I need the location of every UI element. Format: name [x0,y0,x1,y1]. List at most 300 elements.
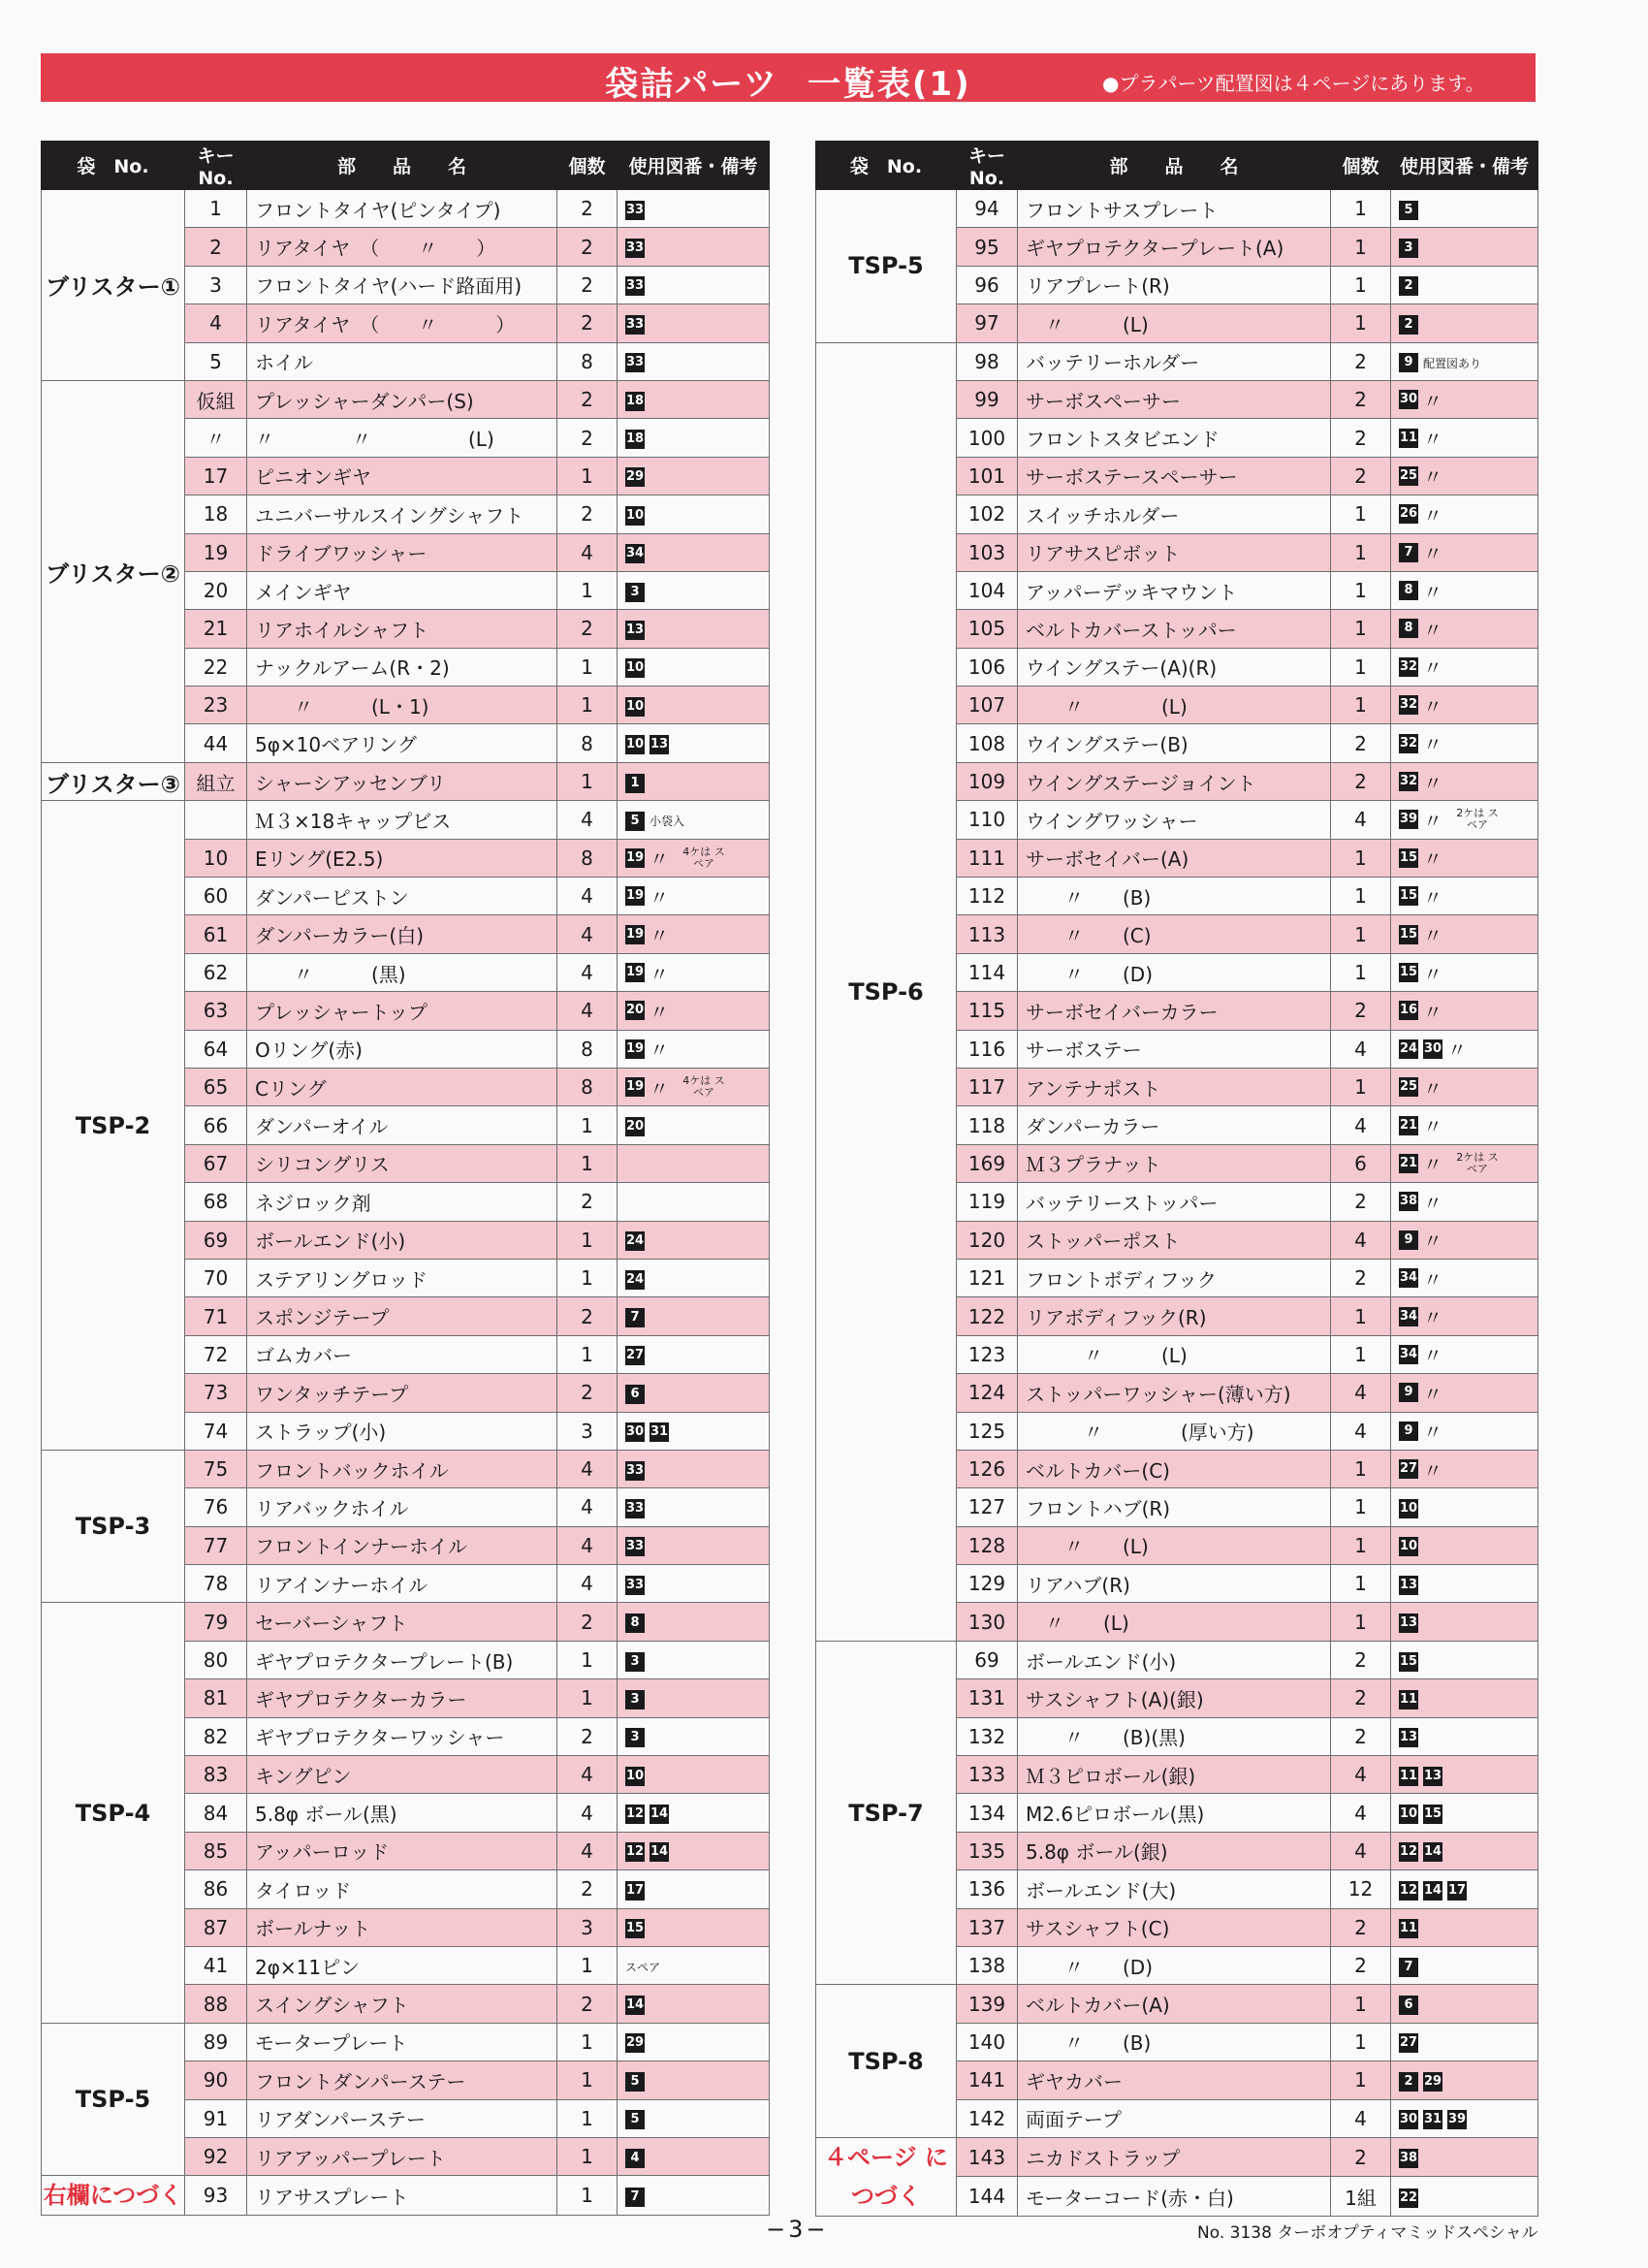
figure-ref-badge: 34 [625,544,645,563]
bag-label: TSP-5 [816,190,957,343]
quantity: 2 [557,1870,618,1908]
reference-cell [1391,2137,1538,2177]
figure-ref-badge: 3 [625,1690,645,1709]
column-header: キーNo. [185,142,247,190]
quantity: 1 [1331,1488,1391,1526]
part-name: ベルトカバー(A) [1018,1985,1331,2023]
title-main: 袋詰パーツ [605,65,778,104]
part-name: ワンタッチテープ [247,1374,557,1412]
spare-note: 2ケは スペア [1456,1150,1499,1175]
figure-ref-badge: 34 [1399,1345,1418,1364]
quantity: 4 [557,1450,618,1487]
parts-table-left [41,141,770,2216]
figure-ref-badge: 33 [625,1537,645,1556]
reference-cell [618,2099,770,2137]
reference-cell [618,1144,770,1182]
key-number: 64 [185,1030,247,1068]
column-header: 部 品 名 [247,142,557,190]
figure-ref-badge: 13 [1399,1576,1418,1595]
reference-cell [1391,687,1538,724]
quantity: 8 [557,724,618,762]
figure-ref-badge: 15 [1399,886,1418,906]
part-name: セーバーシャフト [247,1603,557,1641]
bag-label: TSP-4 [42,1603,185,2023]
figure-ref-badge: 15 [1399,848,1418,868]
quantity: 4 [557,533,618,571]
quantity: 1 [1331,687,1391,724]
figure-ref-badge: 2 [1399,2072,1418,2092]
quantity: 2 [557,380,618,418]
table-row [816,190,1538,228]
key-number: 73 [185,1374,247,1412]
ref-note: 〃 [1423,1344,1442,1368]
quantity: 1 [1331,839,1391,877]
reference-cell [1391,1412,1538,1450]
key-number: 131 [957,1679,1018,1717]
figure-ref-badge: 9 [1399,1421,1418,1441]
key-number: 71 [185,1297,247,1335]
key-number: 142 [957,2099,1018,2137]
parts-table-right [815,141,1538,2217]
reference-cell [1391,228,1538,266]
key-number: 75 [185,1450,247,1487]
quantity: 1 [557,2061,618,2099]
reference-cell [1391,2023,1538,2060]
quantity: 4 [1331,801,1391,839]
quantity: 1 [1331,304,1391,342]
quantity: 4 [557,801,618,839]
figure-ref-badge: 14 [1423,1881,1442,1901]
key-number: 84 [185,1794,247,1832]
part-name: ウイングステー(A)(R) [1018,648,1331,686]
reference-cell [1391,1908,1538,1946]
quantity: 8 [557,1030,618,1068]
quantity: 4 [1331,1756,1391,1794]
quantity: 4 [1331,1030,1391,1068]
reference-cell [1391,266,1538,303]
part-name: アンテナポスト [1018,1068,1331,1105]
part-name: ダンパーピストン [247,878,557,915]
part-name: 2φ×11ピン [247,1946,557,1984]
figure-ref-badge: 29 [625,2033,645,2053]
part-name: スポンジテープ [247,1297,557,1335]
reference-cell [1391,1488,1538,1526]
figure-ref-badge: 25 [1399,466,1418,486]
figure-ref-badge: 6 [1399,1996,1418,2015]
quantity: 2 [1331,419,1391,457]
reference-cell [618,1946,770,1984]
quantity: 12 [1331,1870,1391,1908]
ref-note: 〃 [1423,656,1442,681]
figure-ref-badge: 25 [1399,1077,1418,1097]
figure-ref-badge: 8 [625,1613,645,1633]
figure-ref-badge: 14 [650,1805,669,1824]
figure-ref-badge: 8 [1399,619,1418,638]
quantity: 1 [1331,610,1391,648]
table-row [816,342,1538,380]
key-number: 1 [185,190,247,228]
part-name: プレッシャートップ [247,992,557,1030]
part-name: フロントサスプレート [1018,190,1331,228]
quantity: 6 [1331,1144,1391,1182]
figure-ref-badge: 27 [625,1346,645,1365]
ref-note: 〃 [1423,771,1442,795]
reference-cell [618,571,770,609]
quantity: 1 [1331,2023,1391,2060]
ref-note: 〃 [1423,809,1442,833]
reference-cell [1391,1794,1538,1832]
key-number: 17 [185,457,247,495]
figure-ref-badge: 19 [625,925,645,944]
ref-note: 〃 [1423,1458,1442,1483]
part-name: サスシャフト(A)(銀) [1018,1679,1331,1717]
figure-ref-badge: 34 [1399,1268,1418,1288]
quantity: 4 [557,992,618,1030]
table-row [42,762,770,800]
key-number: 44 [185,724,247,762]
key-number: 82 [185,1717,247,1755]
part-name: サーボスペーサー [1018,380,1331,418]
key-number: 128 [957,1526,1018,1564]
ref-note: 〃 [1423,924,1442,948]
part-name: 5φ×10ベアリング [247,724,557,762]
reference-cell [1391,495,1538,533]
key-number: 100 [957,419,1018,457]
column-header: 部 品 名 [1018,142,1331,190]
model-name: No. 3138 ターボオプティマミッドスペシャル [1197,2223,1538,2243]
ref-note: 〃 [1423,1115,1442,1139]
quantity: 1 [557,2137,618,2175]
key-number: 116 [957,1030,1018,1068]
quantity: 1組 [1331,2177,1391,2217]
reference-cell [1391,1030,1538,1068]
key-number: 21 [185,610,247,648]
figure-ref-badge: 7 [1399,543,1418,562]
reference-cell [1391,878,1538,915]
quantity: 1 [1331,1450,1391,1487]
reference-cell [1391,801,1538,839]
part-name: ストラップ(小) [247,1412,557,1450]
reference-cell [1391,839,1538,877]
figure-ref-badge: 1 [625,774,645,793]
figure-ref-badge: 29 [1423,2072,1442,2092]
key-number: 90 [185,2061,247,2099]
figure-ref-badge: 22 [1399,2188,1418,2208]
part-name: ピニオンギヤ [247,457,557,495]
part-name: 5.8φ ボール(銀) [1018,1832,1331,1869]
quantity: 1 [557,1106,618,1144]
column-header: 個数 [1331,142,1391,190]
page-number: −3− [766,2216,829,2243]
column-header: 個数 [557,142,618,190]
quantity: 2 [557,1717,618,1755]
figure-ref-badge: 5 [1399,201,1418,220]
figure-ref-badge: 7 [625,2188,645,2207]
part-name: リアタイヤ （ 〃 ） [247,228,557,266]
reference-cell [1391,762,1538,800]
figure-ref-badge: 21 [1399,1154,1418,1173]
figure-ref-badge: 2 [1399,315,1418,335]
reference-cell [1391,1756,1538,1794]
ref-note: 〃 [1423,962,1442,986]
reference-cell [1391,1106,1538,1144]
quantity: 4 [1331,1832,1391,1869]
figure-ref-badge: 15 [1399,963,1418,982]
part-name: モーターコード(赤・白) [1018,2177,1331,2217]
key-number: 117 [957,1068,1018,1105]
reference-cell [618,457,770,495]
ref-note: 小袋入 [650,815,685,829]
ref-note: 〃 [1423,1421,1442,1445]
figure-ref-badge: 31 [650,1422,669,1442]
figure-ref-badge: 11 [1399,1690,1418,1709]
key-number: 121 [957,1259,1018,1296]
quantity: 1 [557,687,618,724]
reference-cell [618,1526,770,1564]
reference-cell [1391,1335,1538,1373]
bag-label: ブリスター① [42,190,185,381]
key-number: 119 [957,1183,1018,1221]
reference-cell [618,380,770,418]
part-name: プレッシャーダンパー(S) [247,380,557,418]
ref-note: 〃 [1423,847,1442,872]
figure-ref-badge: 5 [625,2110,645,2129]
key-number: 41 [185,1946,247,1984]
part-name: サーボセイバーカラー [1018,992,1331,1030]
reference-cell [618,1106,770,1144]
key-number: 106 [957,648,1018,686]
part-name: Eリング(E2.5) [247,839,557,877]
reference-cell [1391,1183,1538,1221]
reference-cell [1391,190,1538,228]
part-name: ベルトカバー(C) [1018,1450,1331,1487]
quantity: 4 [557,915,618,953]
quantity: 1 [1331,495,1391,533]
reference-cell [1391,1679,1538,1717]
reference-cell [1391,992,1538,1030]
reference-cell [618,1756,770,1794]
figure-ref-badge: 15 [1399,1652,1418,1672]
quantity: 1 [557,648,618,686]
ref-note: 〃 [1423,503,1442,527]
reference-cell [1391,1259,1538,1296]
quantity: 1 [1331,1335,1391,1373]
figure-ref-badge: 24 [625,1270,645,1290]
part-name: バッテリーストッパー [1018,1183,1331,1221]
reference-cell [618,1870,770,1908]
reference-cell [618,419,770,457]
part-name: リアバックホイル [247,1488,557,1526]
reference-cell [618,2176,770,2216]
reference-cell [1391,1717,1538,1755]
figure-ref-badge: 10 [625,697,645,717]
figure-ref-badge: 32 [1399,734,1418,753]
quantity: 4 [557,1488,618,1526]
part-name: 〃 〃 (L) [247,419,557,457]
reference-cell [618,1374,770,1412]
part-name: サーボセイバー(A) [1018,839,1331,877]
reference-cell [618,687,770,724]
bag-label: ブリスター③ [42,762,185,800]
part-name: リアボディフック(R) [1018,1297,1331,1335]
ref-note: 〃 [650,1076,669,1101]
figure-ref-badge: 8 [1399,581,1418,600]
part-name: ゴムカバー [247,1335,557,1373]
key-number: 19 [185,533,247,571]
key-number: 69 [957,1641,1018,1678]
bag-label: TSP-7 [816,1641,957,1985]
key-number: 130 [957,1603,1018,1641]
part-name: アッパーロッド [247,1832,557,1869]
key-number: 99 [957,380,1018,418]
header-row [42,142,770,190]
ref-note: 〃 [1423,1076,1442,1101]
quantity: 2 [557,1603,618,1641]
part-name: モータープレート [247,2023,557,2060]
ref-note: 〃 [1423,1267,1442,1292]
key-number: 122 [957,1297,1018,1335]
key-number: 132 [957,1717,1018,1755]
figure-ref-badge: 9 [1399,1230,1418,1250]
figure-ref-badge: 15 [625,1919,645,1938]
key-number: 118 [957,1106,1018,1144]
ref-note: 〃 [1423,1153,1442,1177]
reference-cell [618,992,770,1030]
quantity: 2 [1331,1946,1391,1984]
key-number: 4 [185,304,247,342]
ref-note: 〃 [650,1000,669,1024]
figure-ref-badge: 19 [625,848,645,868]
key-number: 2 [185,228,247,266]
quantity: 8 [557,839,618,877]
part-name: ダンパーカラー [1018,1106,1331,1144]
part-name: リアタイヤ （ 〃 ） [247,304,557,342]
quantity: 1 [557,1679,618,1717]
part-name: ステアリングロッド [247,1259,557,1296]
quantity: 2 [1331,1908,1391,1946]
part-name: 〃 (L) [1018,687,1331,724]
key-number: 76 [185,1488,247,1526]
figure-ref-badge: 13 [1399,1613,1418,1633]
ref-note: 〃 [1423,1382,1442,1406]
key-number: 137 [957,1908,1018,1946]
reference-cell [618,1832,770,1869]
quantity: 1 [557,571,618,609]
reference-cell [618,1221,770,1259]
part-name: フロントタイヤ(ハード路面用) [247,266,557,303]
key-number: 129 [957,1565,1018,1603]
quantity: 2 [557,1183,618,1221]
reference-cell [618,878,770,915]
part-name: フロントインナーホイル [247,1526,557,1564]
bag-label: TSP-6 [816,342,957,1641]
reference-cell [618,1183,770,1221]
ref-note: 〃 [650,924,669,948]
part-name: ギヤプロテクタープレート(B) [247,1641,557,1678]
reference-cell [1391,1526,1538,1564]
figure-ref-badge: 17 [625,1881,645,1901]
quantity: 2 [557,228,618,266]
figure-ref-badge: 21 [1399,1116,1418,1135]
reference-cell [618,2023,770,2060]
figure-ref-badge: 33 [625,315,645,335]
quantity: 2 [1331,1641,1391,1678]
figure-ref-badge: 12 [1399,1842,1418,1862]
key-number: 85 [185,1832,247,1869]
figure-ref-badge: 31 [1423,2110,1442,2129]
part-name: リアサスピボット [1018,533,1331,571]
part-name: ダンパーオイル [247,1106,557,1144]
key-number: 65 [185,1068,247,1105]
ref-note: 〃 [1423,1306,1442,1330]
key-number: 79 [185,1603,247,1641]
quantity: 4 [1331,1374,1391,1412]
quantity: 4 [1331,1221,1391,1259]
key-number: 10 [185,839,247,877]
key-number: 80 [185,1641,247,1678]
key-number: 95 [957,228,1018,266]
part-name: M2.6ピロボール(黒) [1018,1794,1331,1832]
key-number: 112 [957,878,1018,915]
part-name: ユニバーサルスイングシャフト [247,495,557,533]
ref-note: 〃 [1447,1038,1467,1063]
part-name: ウイングステー(B) [1018,724,1331,762]
reference-cell [1391,457,1538,495]
reference-cell [618,1679,770,1717]
part-name: サスシャフト(C) [1018,1908,1331,1946]
key-number: 115 [957,992,1018,1030]
figure-ref-badge: 18 [625,392,645,411]
quantity: 4 [557,878,618,915]
ref-note: 〃 [1423,618,1442,642]
figure-ref-badge: 27 [1399,1459,1418,1479]
ref-note: 〃 [1423,389,1442,413]
reference-cell [618,1412,770,1450]
reference-cell [618,228,770,266]
reference-cell [1391,1832,1538,1869]
key-number: 111 [957,839,1018,877]
ref-note: 〃 [1423,1191,1442,1215]
quantity: 4 [557,1565,618,1603]
table-row [816,1985,1538,2023]
quantity: 4 [1331,1794,1391,1832]
figure-ref-badge: 7 [1399,1958,1418,1977]
key-number: 127 [957,1488,1018,1526]
key-number: 120 [957,1221,1018,1259]
part-name: ウイングワッシャー [1018,801,1331,839]
reference-cell [618,1565,770,1603]
quantity: 2 [557,1374,618,1412]
key-number [185,801,247,839]
part-name: ボールエンド(小) [1018,1641,1331,1678]
reference-cell [1391,1068,1538,1105]
table-row [42,2023,770,2060]
quantity: 1 [1331,228,1391,266]
quantity: 2 [557,1985,618,2023]
reference-cell [1391,915,1538,953]
reference-cell [1391,304,1538,342]
quantity: 4 [1331,1106,1391,1144]
figure-ref-badge: 19 [625,1077,645,1097]
column-header: キーNo. [957,142,1018,190]
reference-cell [618,1068,770,1105]
part-name: ギヤプロテクターワッシャー [247,1717,557,1755]
figure-ref-badge: 9 [1399,1383,1418,1402]
reference-cell [1391,648,1538,686]
quantity: 2 [557,190,618,228]
key-number: 3 [185,266,247,303]
reference-cell [618,304,770,342]
